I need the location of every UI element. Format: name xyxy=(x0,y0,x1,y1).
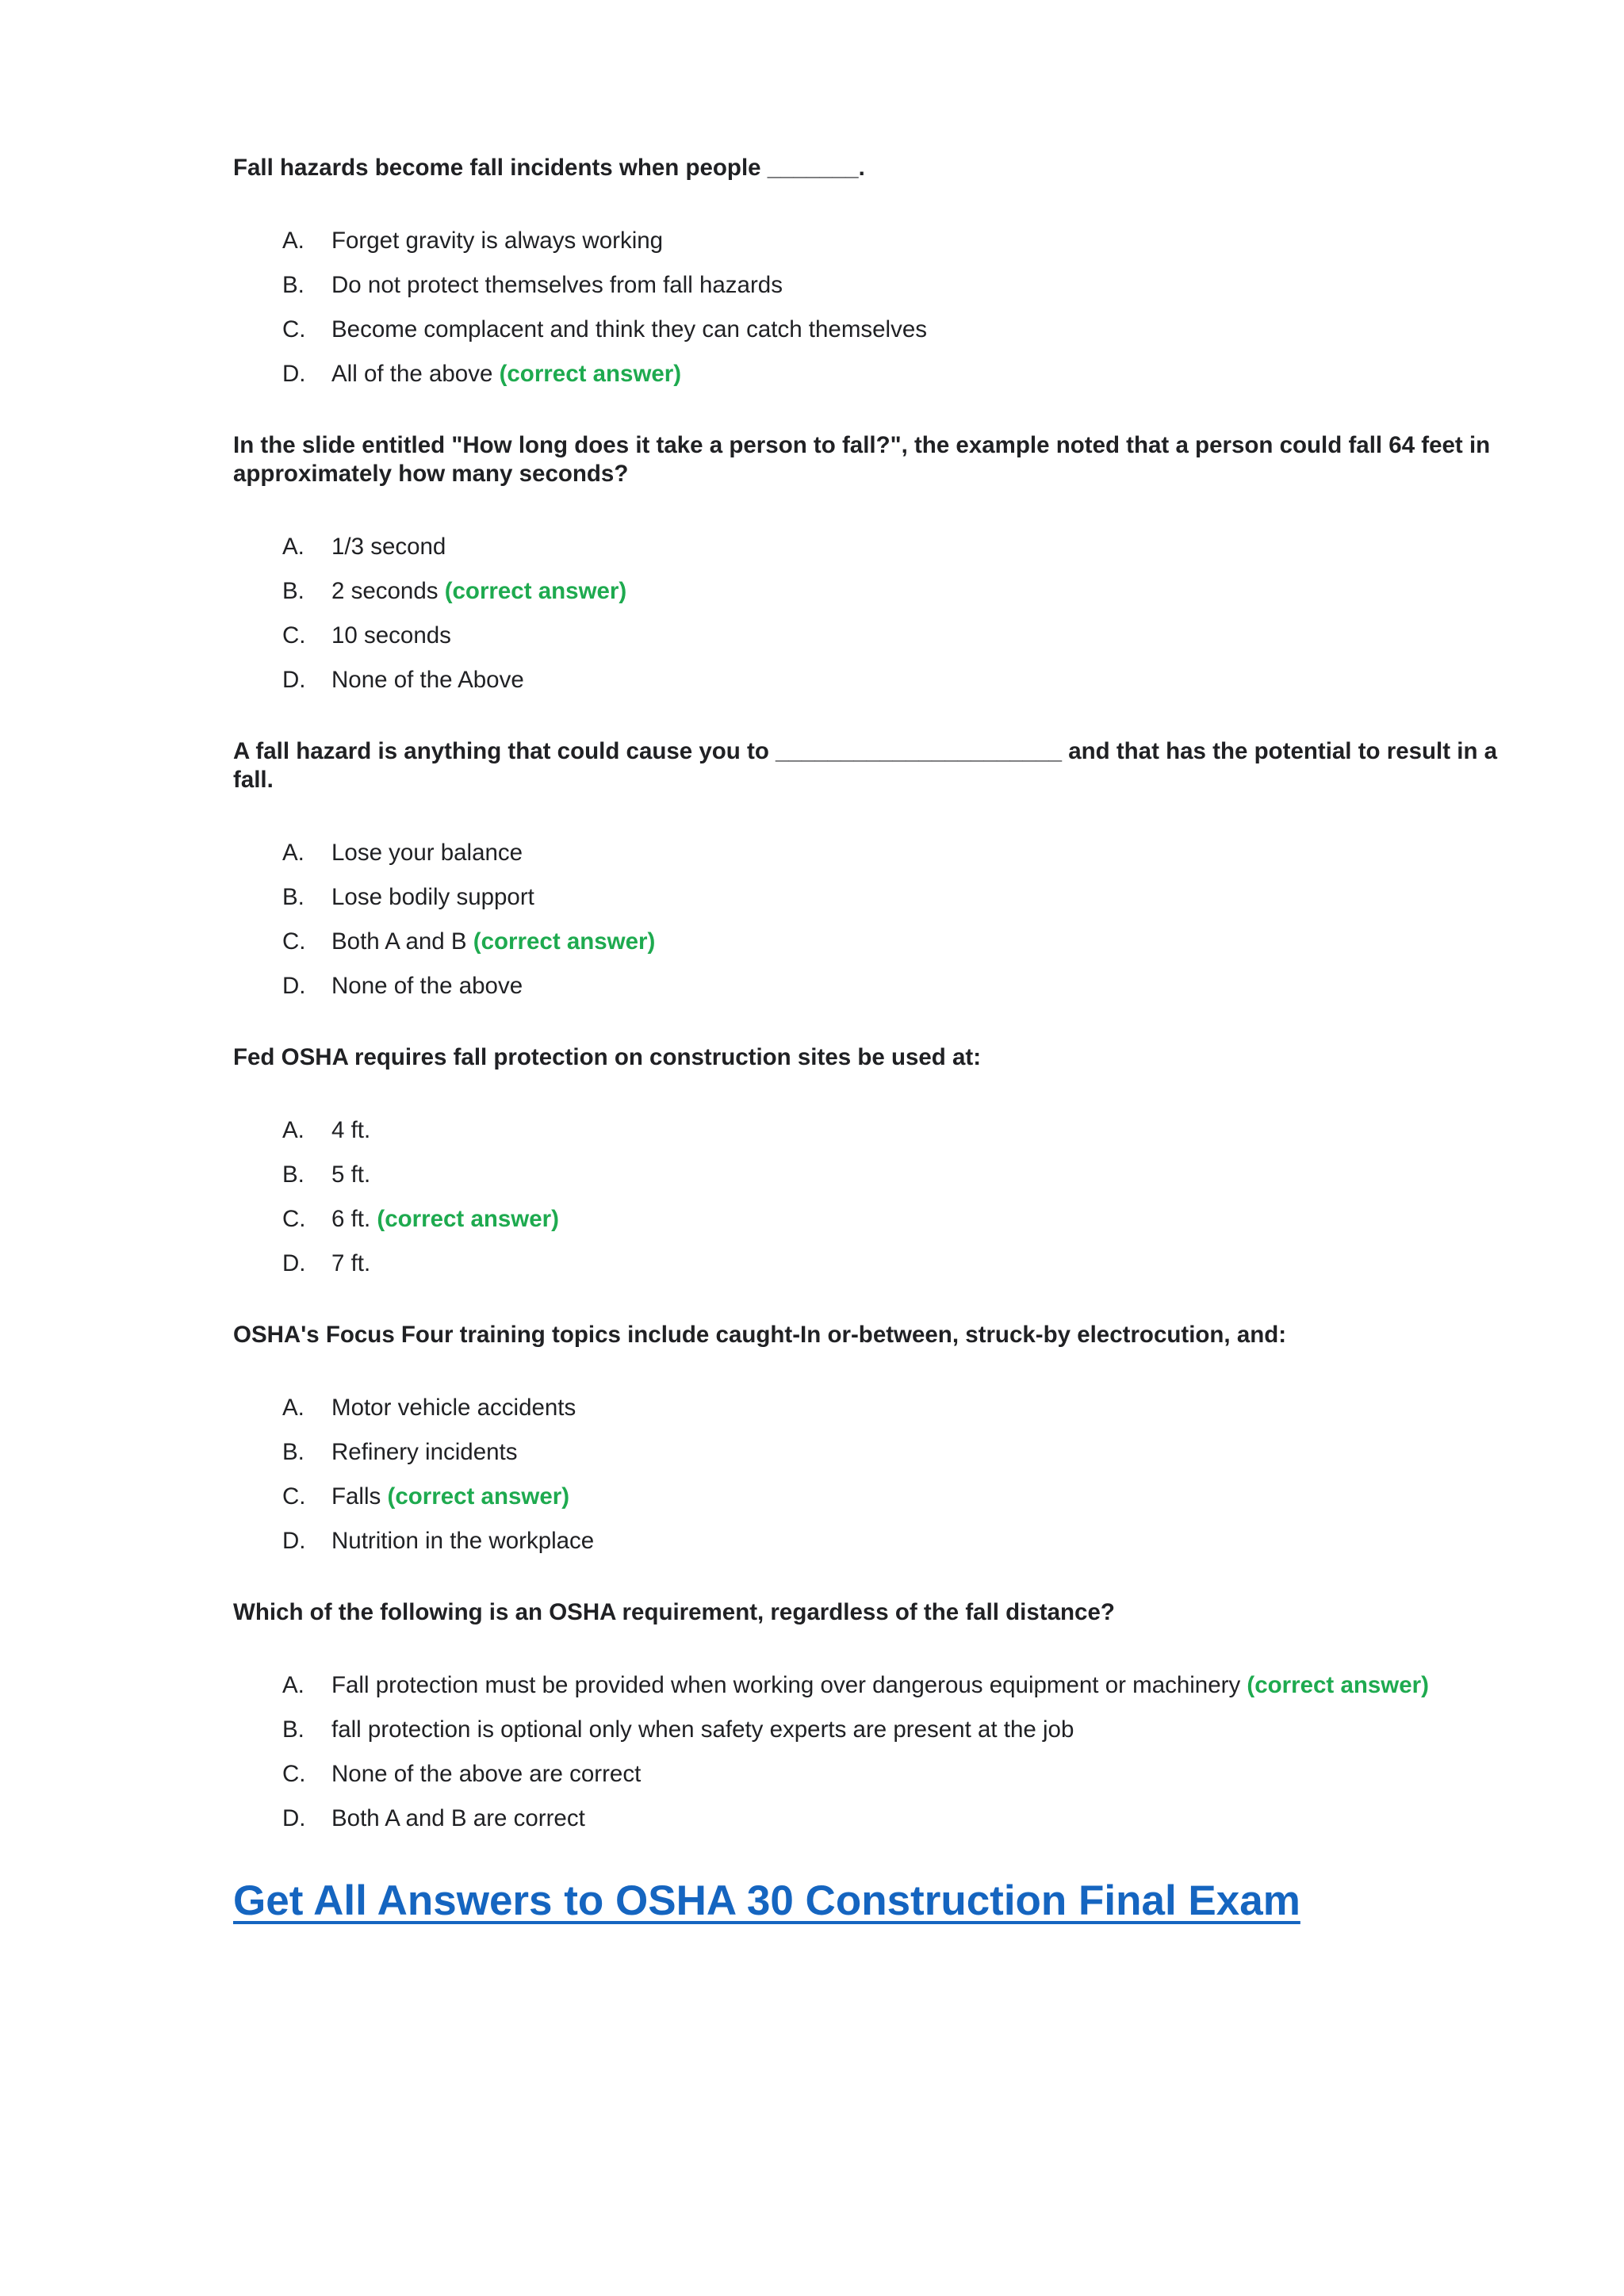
option-label: 10 seconds xyxy=(331,622,451,649)
option-letter: A. xyxy=(282,228,304,254)
correct-answer-marker: (correct answer) xyxy=(1247,1672,1429,1698)
get-all-answers-link[interactable]: Get All Answers to OSHA 30 Construction Final Exam xyxy=(233,1877,1300,1924)
option-letter: C. xyxy=(282,622,306,649)
option-b xyxy=(233,1430,1502,1475)
option-text xyxy=(331,1108,370,1153)
exam-document xyxy=(233,154,1502,1927)
option-text xyxy=(331,614,451,658)
option-text xyxy=(331,1519,594,1563)
option-text xyxy=(331,263,783,308)
correct-answer-marker: (correct answer) xyxy=(444,578,627,604)
option-text xyxy=(331,1153,370,1197)
question-text: Fall hazards become fall incidents when people _______. xyxy=(233,155,865,181)
option-letter: B. xyxy=(282,1161,304,1188)
option-list xyxy=(233,1108,1502,1286)
option-a xyxy=(233,525,1502,569)
option-a xyxy=(233,1108,1502,1153)
option-letter: B. xyxy=(282,884,304,910)
option-letter: D. xyxy=(282,1805,306,1831)
option-text xyxy=(331,831,523,875)
option-b xyxy=(233,569,1502,614)
question-1 xyxy=(233,154,1502,396)
correct-answer-marker: (correct answer) xyxy=(387,1483,570,1510)
option-label: Falls xyxy=(331,1483,381,1510)
option-b xyxy=(233,1708,1502,1752)
option-c xyxy=(233,1752,1502,1797)
option-text xyxy=(331,308,927,352)
option-label: Fall protection must be provided when working over dangerous equipment or machinery xyxy=(331,1672,1241,1698)
option-letter: C. xyxy=(282,316,306,342)
option-letter: A. xyxy=(282,1672,304,1698)
question-5 xyxy=(233,1321,1502,1563)
question-4 xyxy=(233,1043,1502,1286)
option-letter: B. xyxy=(282,1716,304,1743)
question-text: A fall hazard is anything that could cause you to ______________________ and that has the potential to result in a fall. xyxy=(233,738,1504,793)
option-label: Both A and B xyxy=(331,928,467,955)
option-letter: A. xyxy=(282,1395,304,1421)
option-letter: A. xyxy=(282,1117,304,1143)
option-text xyxy=(331,525,446,569)
question-3 xyxy=(233,737,1502,1008)
option-text xyxy=(331,964,523,1008)
option-text xyxy=(331,658,524,702)
option-d xyxy=(233,1797,1502,1841)
option-letter: D. xyxy=(282,667,306,693)
option-text xyxy=(331,1663,1429,1708)
option-text xyxy=(331,1386,576,1430)
option-letter: C. xyxy=(282,1761,306,1787)
option-letter: B. xyxy=(282,272,304,298)
option-label: Both A and B are correct xyxy=(331,1805,585,1831)
option-text xyxy=(331,1752,641,1797)
option-label: Do not protect themselves from fall hazards xyxy=(331,272,783,298)
option-b xyxy=(233,263,1502,308)
option-label: Lose bodily support xyxy=(331,884,534,910)
option-b xyxy=(233,875,1502,920)
correct-answer-marker: (correct answer) xyxy=(473,928,656,955)
option-letter: D. xyxy=(282,1528,306,1554)
option-d xyxy=(233,352,1502,396)
option-label: None of the Above xyxy=(331,667,524,693)
option-text xyxy=(331,352,681,396)
option-d xyxy=(233,1242,1502,1286)
option-label: 7 ft. xyxy=(331,1250,371,1276)
option-c xyxy=(233,614,1502,658)
option-label: 2 seconds xyxy=(331,578,439,604)
option-text xyxy=(331,875,534,920)
option-text xyxy=(331,1797,585,1841)
option-a xyxy=(233,219,1502,263)
option-d xyxy=(233,1519,1502,1563)
option-label: 1/3 second xyxy=(331,534,446,560)
option-text xyxy=(331,219,663,263)
option-a xyxy=(233,831,1502,875)
option-label: None of the above are correct xyxy=(331,1761,642,1787)
option-list xyxy=(233,1386,1502,1563)
option-c xyxy=(233,308,1502,352)
option-list xyxy=(233,219,1502,396)
option-label: Nutrition in the workplace xyxy=(331,1528,595,1554)
option-letter: D. xyxy=(282,973,306,999)
option-list xyxy=(233,525,1502,702)
question-text: Which of the following is an OSHA requirement, regardless of the fall distance? xyxy=(233,1599,1115,1625)
option-label: 5 ft. xyxy=(331,1161,371,1188)
question-text: In the slide entitled "How long does it take a person to fall?", the example noted that a person could fall 64 feet in approximately how many seconds? xyxy=(233,432,1497,487)
option-letter: B. xyxy=(282,1439,304,1465)
option-c xyxy=(233,1197,1502,1242)
question-text: OSHA's Focus Four training topics include caught-In or-between, struck-by electrocution, and: xyxy=(233,1322,1287,1348)
option-label: Become complacent and think they can catch themselves xyxy=(331,316,928,342)
option-letter: D. xyxy=(282,361,306,387)
option-b xyxy=(233,1153,1502,1197)
option-text xyxy=(331,569,626,614)
option-c xyxy=(233,920,1502,964)
option-label: Forget gravity is always working xyxy=(331,228,664,254)
option-letter: A. xyxy=(282,840,304,866)
option-label: Refinery incidents xyxy=(331,1439,518,1465)
question-list xyxy=(233,154,1502,1841)
option-label: 6 ft. xyxy=(331,1206,371,1232)
option-label: fall protection is optional only when safety experts are present at the job xyxy=(331,1716,1074,1743)
option-a xyxy=(233,1386,1502,1430)
option-letter: A. xyxy=(282,534,304,560)
option-text xyxy=(331,1197,559,1242)
option-label: All of the above xyxy=(331,361,493,387)
option-text xyxy=(331,1430,517,1475)
correct-answer-marker: (correct answer) xyxy=(499,361,682,387)
option-text xyxy=(331,1475,569,1519)
option-letter: B. xyxy=(282,578,304,604)
option-letter: C. xyxy=(282,1483,306,1510)
option-d xyxy=(233,964,1502,1008)
question-text: Fed OSHA requires fall protection on construction sites be used at: xyxy=(233,1044,982,1070)
option-d xyxy=(233,658,1502,702)
option-label: 4 ft. xyxy=(331,1117,371,1143)
option-letter: D. xyxy=(282,1250,306,1276)
option-letter: C. xyxy=(282,1206,306,1232)
option-c xyxy=(233,1475,1502,1519)
option-label: None of the above xyxy=(331,973,523,999)
option-text xyxy=(331,1242,370,1286)
option-a xyxy=(233,1663,1502,1708)
correct-answer-marker: (correct answer) xyxy=(377,1206,559,1232)
option-list xyxy=(233,831,1502,1008)
option-label: Motor vehicle accidents xyxy=(331,1395,576,1421)
option-letter: C. xyxy=(282,928,306,955)
option-label: Lose your balance xyxy=(331,840,523,866)
question-2 xyxy=(233,431,1502,702)
option-list xyxy=(233,1663,1502,1841)
option-text xyxy=(331,920,655,964)
question-6 xyxy=(233,1598,1502,1841)
option-text xyxy=(331,1708,1074,1752)
